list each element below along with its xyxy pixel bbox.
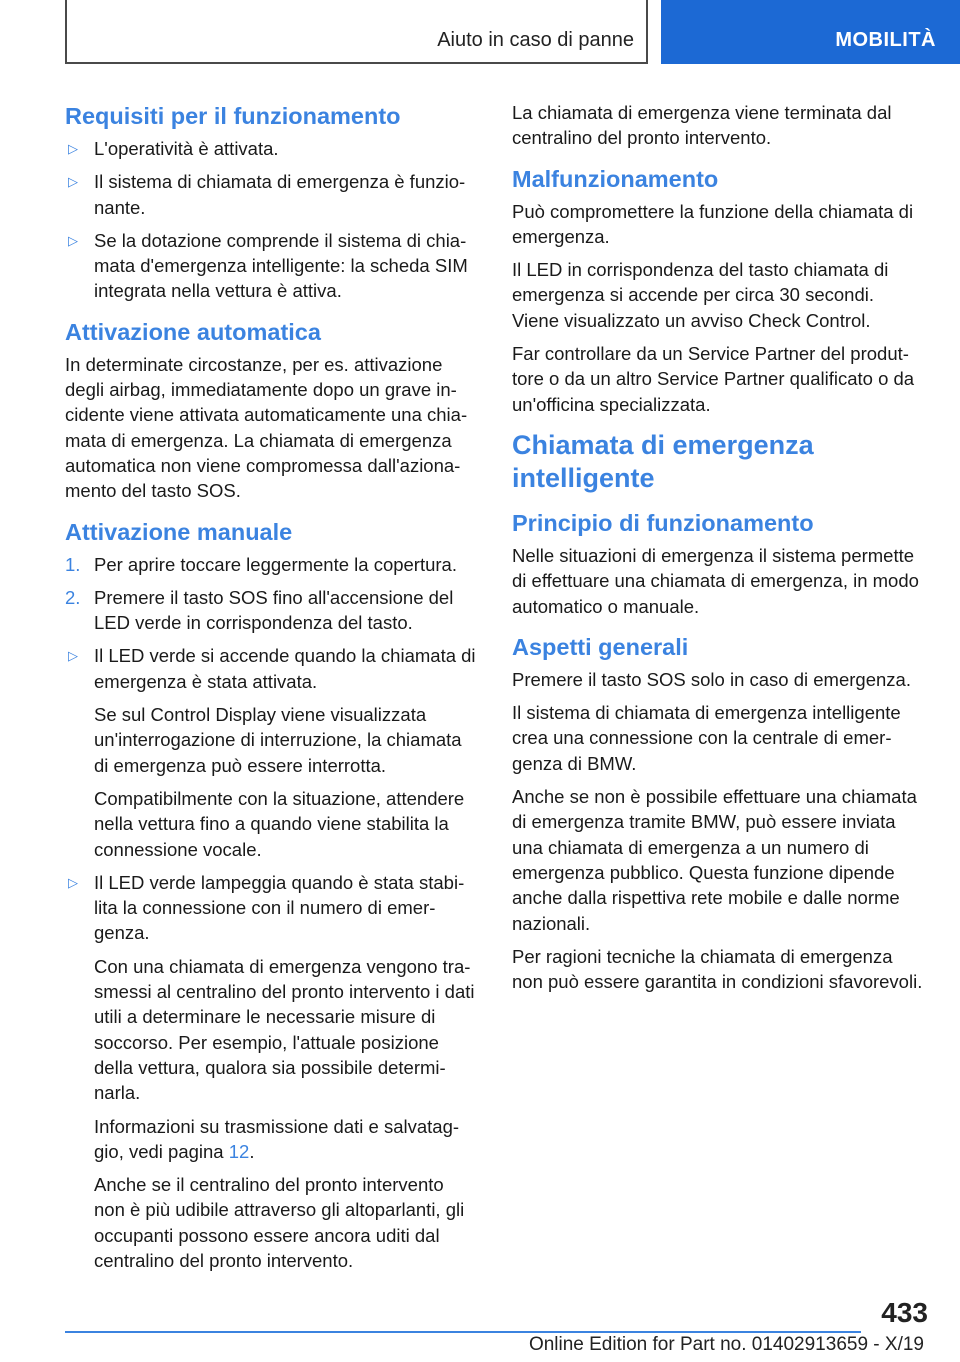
step-number: 2. bbox=[65, 586, 81, 608]
malfunction-heading: Malfunzionamento bbox=[512, 165, 719, 192]
steps-list bbox=[65, 552, 479, 636]
led-info-list bbox=[65, 643, 479, 1273]
section-title: Aiuto in caso di panne bbox=[65, 0, 648, 64]
page-link[interactable]: 12 bbox=[228, 1140, 250, 1162]
step-item: 1. Per aprire toccare leggermente la copertura. bbox=[65, 552, 479, 577]
paragraph: Con una chiamata di emergenza vengono trasmessi al centralino del pronto intervento i dati utili a determinare le necessarie misure di soccorso. Per esempio, l'attuale posizione della vettura, qualora sia possibile determinarla. bbox=[94, 955, 475, 1104]
step-item: 2. Premere il tasto SOS fino all'accensione del LED verde in corrispondenza del tasto. bbox=[65, 586, 454, 634]
requirements-section bbox=[65, 100, 479, 304]
paragraph: In determinate circostanze, per es. attivazione degli airbag, immediatamente dopo un grave incidente viene attivata automaticamente una chiamata di emergenza. La chiamata di emergenza automatica non viene compromessa dall'azionamento del tasto SOS. bbox=[65, 353, 468, 502]
chapter-tab: MOBILITÀ bbox=[661, 0, 960, 64]
principle-section bbox=[512, 507, 926, 619]
triangle-bullet-icon: ▷ bbox=[68, 874, 78, 890]
paragraph: Il LED in corrispondenza del tasto chiamata di emergenza si accende per circa 30 secondi. Viene visualizzato un avviso Check Control. bbox=[512, 259, 889, 331]
general-heading: Aspetti generali bbox=[512, 633, 689, 660]
requirements-heading: Requisiti per il funzionamento bbox=[65, 103, 401, 129]
paragraph: La chiamata di emergenza viene terminata dal centralino del pronto intervento. bbox=[512, 102, 892, 149]
triangle-bullet-icon: ▷ bbox=[68, 648, 78, 664]
smart-emergency-section bbox=[512, 429, 926, 495]
list-item bbox=[65, 643, 479, 861]
automatic-activation-section bbox=[65, 316, 479, 504]
paragraph: Il LED verde lampeggia quando è stata stabilita la connessione con il numero di emergenza. bbox=[94, 871, 465, 944]
paragraph: Premere il tasto SOS solo in caso di emergenza. bbox=[512, 668, 911, 690]
footer-divider bbox=[65, 1331, 861, 1333]
requirements-list bbox=[65, 136, 479, 304]
manual-activation-section bbox=[65, 516, 479, 1274]
intro-section bbox=[512, 100, 926, 151]
left-column bbox=[65, 100, 479, 1285]
paragraph: Se sul Control Display viene visualizzata un'interrogazione di interruzione, la chiamata di emergenza può essere interrotta. bbox=[94, 704, 462, 776]
malfunction-section bbox=[512, 163, 926, 417]
triangle-bullet-icon: ▷ bbox=[68, 232, 78, 248]
list-item: ▷ Se la dotazione comprende il sistema di chiamata d'emergenza intelligente: la scheda SIM integrata nella vettura è attiva. bbox=[68, 229, 468, 302]
edition-footer: Online Edition for Part no. 01402913659 - X/19 bbox=[528, 1334, 924, 1355]
automatic-activation-heading: Attivazione automatica bbox=[65, 318, 321, 345]
paragraph: Il sistema di chiamata di emergenza intelligente crea una connessione con la centrale di emergenza di BMW. bbox=[512, 702, 901, 774]
manual-activation-heading: Attivazione manuale bbox=[65, 518, 293, 545]
page-number: 433 bbox=[881, 1297, 928, 1328]
list-item: ▷ Il sistema di chiamata di emergenza è funzionante. bbox=[68, 171, 466, 218]
smart-emergency-heading: Chiamata di emergenza intelligente bbox=[512, 429, 814, 493]
paragraph: Compatibilmente con la situazione, attendere nella vettura fino a quando viene stabilita la connessione vocale. bbox=[94, 787, 465, 860]
list-item bbox=[65, 870, 479, 1273]
paragraph: Può compromettere la funzione della chiamata di emergenza. bbox=[512, 200, 914, 247]
principle-heading: Principio di funzionamento bbox=[512, 509, 814, 536]
page-header bbox=[65, 0, 960, 64]
triangle-bullet-icon: ▷ bbox=[68, 141, 78, 156]
triangle-bullet-icon: ▷ bbox=[68, 174, 78, 190]
paragraph: Far controllare da un Service Partner del produttore o da un altro Service Partner qualificato o da un'officina specializzata. bbox=[512, 343, 915, 415]
step-number: 1. bbox=[65, 553, 81, 575]
general-section bbox=[512, 631, 926, 995]
list-item: ▷ L'operatività è attivata. bbox=[65, 136, 479, 161]
paragraph: Nelle situazioni di emergenza il sistema permette di effettuare una chiamata di emergenza, in modo automatico o manuale. bbox=[512, 544, 919, 617]
paragraph: Anche se il centralino del pronto intervento non è più udibile attraverso gli altoparlanti, gli occupanti possono essere ancora uditi dal centralino del pronto intervento. bbox=[94, 1174, 465, 1271]
paragraph: Per ragioni tecniche la chiamata di emergenza non può essere garantita in condizioni sfavorevoli. bbox=[512, 945, 923, 993]
paragraph: Anche se non è possibile effettuare una chiamata di emergenza tramite BMW, può essere inviata una chiamata di emergenza a un numero di emergenza pubblico. Questa funzione dipende anche dalla rispettiva rete mobile e dalle norme nazionali. bbox=[512, 786, 917, 934]
paragraph: Informazioni su trasmissione dati e salvataggio, vedi pagina 12. bbox=[94, 1115, 460, 1162]
paragraph: Il LED verde si accende quando la chiamata di emergenza è stata attivata. bbox=[94, 645, 476, 692]
right-column bbox=[512, 100, 926, 1006]
